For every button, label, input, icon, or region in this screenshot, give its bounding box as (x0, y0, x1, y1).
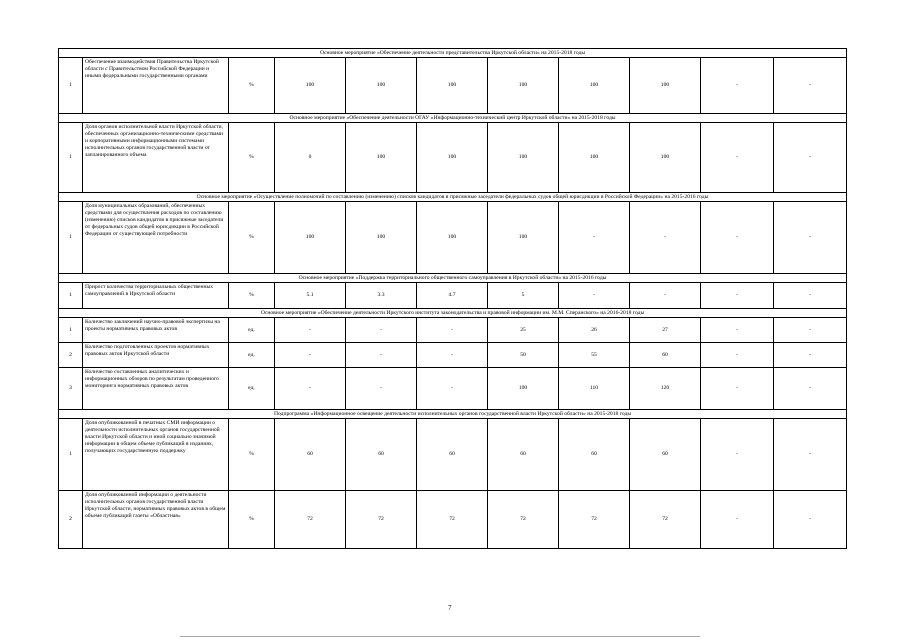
table-row (59, 368, 847, 410)
section-header-row (59, 410, 847, 419)
indicator-name-cell: Обеспечение взаимодействия Правительства Иркутской области с Правительством Российской Федерации и иными федеральными государственными органами (83, 58, 229, 114)
scan-edge-line (180, 636, 700, 637)
row-number-cell: 2 (59, 491, 83, 549)
value-cell: 4.7 (417, 283, 488, 309)
value-cell: 72 (346, 491, 417, 549)
value-cell: - (774, 318, 847, 343)
value-cell: - (774, 491, 847, 549)
unit-cell: % (229, 491, 275, 549)
value-cell: 5 (488, 283, 559, 309)
value-cell: - (774, 343, 847, 368)
value-cell: - (774, 368, 847, 410)
value-cell: - (774, 283, 847, 309)
value-cell: 5.1 (275, 283, 346, 309)
value-cell: - (275, 318, 346, 343)
value-cell: 100 (417, 123, 488, 193)
table-row (59, 123, 847, 193)
value-cell: - (701, 123, 774, 193)
value-cell: - (774, 419, 847, 491)
value-cell: 50 (488, 343, 559, 368)
section-title: Подпрограмма «Информационное освещение деятельности исполнительных органов государственной власти Иркутской области» на 2015-2018 годы (59, 410, 847, 419)
value-cell: 120 (630, 368, 701, 410)
indicator-name-cell: Количество заключений научно-правовой экспертизы на проекты нормативных правовых актов (83, 318, 229, 343)
value-cell: - (630, 202, 701, 274)
section-title: Основное мероприятие «Обеспечение деятельности Иркутского института законодательства и правовой информации им. М.М. Сперанского» на 2016-2018 годы (59, 309, 847, 318)
section-header-row (59, 49, 847, 58)
value-cell: - (346, 343, 417, 368)
value-cell: - (417, 318, 488, 343)
value-cell: 72 (630, 491, 701, 549)
value-cell: 110 (559, 368, 630, 410)
row-number-cell: 1 (59, 283, 83, 309)
section-header-row (59, 274, 847, 283)
value-cell: 100 (559, 58, 630, 114)
value-cell: 60 (630, 419, 701, 491)
section-header-row (59, 114, 847, 123)
unit-cell: ед. (229, 318, 275, 343)
value-cell: 100 (630, 58, 701, 114)
value-cell: - (417, 343, 488, 368)
value-cell: 25 (488, 318, 559, 343)
value-cell: - (275, 368, 346, 410)
value-cell: - (701, 368, 774, 410)
section-header-row (59, 193, 847, 202)
value-cell: 3.3 (346, 283, 417, 309)
indicator-name-cell: Доля опубликованной информации о деятельности исполнительных органов государственной власти Иркутской области, нормативных правовых актов в общем объеме публикаций газеты «Областная» (83, 491, 229, 549)
table-row (59, 491, 847, 549)
value-cell: 72 (559, 491, 630, 549)
value-cell: 100 (417, 202, 488, 274)
row-number-cell: 1 (59, 419, 83, 491)
table-row (59, 419, 847, 491)
value-cell: 100 (488, 58, 559, 114)
unit-cell: % (229, 123, 275, 193)
value-cell: - (346, 318, 417, 343)
indicator-name-cell: Количество составленных аналитических и информационных обзоров по результатам проведенного мониторинга нормативных правовых актов (83, 368, 229, 410)
table-row (59, 318, 847, 343)
value-cell: - (701, 283, 774, 309)
value-cell: - (701, 491, 774, 549)
table-row (59, 283, 847, 309)
table-row (59, 343, 847, 368)
value-cell: 72 (275, 491, 346, 549)
value-cell: 60 (488, 419, 559, 491)
section-title: Основное мероприятие «Обеспечение деятельности представительства Иркутской области» на 2015-2018 годы (59, 49, 847, 58)
row-number-cell: 2 (59, 343, 83, 368)
indicator-name-cell: Прирост количества территориальных общественных самоуправлений в Иркутской области (83, 283, 229, 309)
indicator-name-cell: Доля муниципальных образований, обеспеченных средствами для осуществления расходов по составлению (изменению) списков кандидатов в присяжные заседатели от федеральных судов общей юрисдикции в Российской Федерации от существующей потребности (83, 202, 229, 274)
unit-cell: ед. (229, 343, 275, 368)
value-cell: 60 (630, 343, 701, 368)
value-cell: 60 (417, 419, 488, 491)
value-cell: - (417, 368, 488, 410)
indicators-table (58, 48, 847, 549)
section-header-row (59, 309, 847, 318)
value-cell: - (346, 368, 417, 410)
value-cell: - (701, 343, 774, 368)
value-cell: 60 (346, 419, 417, 491)
value-cell: 100 (630, 123, 701, 193)
value-cell: 60 (559, 419, 630, 491)
document-page (58, 48, 846, 549)
value-cell: 72 (417, 491, 488, 549)
value-cell: 0 (275, 123, 346, 193)
value-cell: 100 (346, 123, 417, 193)
row-number-cell: 3 (59, 368, 83, 410)
unit-cell: ед. (229, 368, 275, 410)
row-number-cell: 1 (59, 123, 83, 193)
unit-cell: % (229, 202, 275, 274)
value-cell: 100 (417, 58, 488, 114)
value-cell: 55 (559, 343, 630, 368)
section-title: Основное мероприятие «Обеспечение деятельности ОГАУ «Информационно-технический центр Иркутской области» на 2015-2018 годы (59, 114, 847, 123)
value-cell: - (701, 202, 774, 274)
value-cell: - (701, 58, 774, 114)
value-cell: 72 (488, 491, 559, 549)
value-cell: 27 (630, 318, 701, 343)
value-cell: - (774, 123, 847, 193)
value-cell: - (774, 58, 847, 114)
value-cell: 100 (346, 58, 417, 114)
indicator-name-cell: Доля опубликованной в печатных СМИ информации о деятельности исполнительных органов государственной власти Иркутской области и иной социально значимой информации в общем объеме публикаций в изданиях, получающих государственную поддержку (83, 419, 229, 491)
row-number-cell: 1 (59, 202, 83, 274)
table-row (59, 202, 847, 274)
section-title: Основное мероприятие «Поддержка территориального общественного самоуправления в Иркутской области» на 2015-2016 годы (59, 274, 847, 283)
value-cell: 60 (275, 419, 346, 491)
value-cell: - (701, 419, 774, 491)
value-cell: 100 (346, 202, 417, 274)
value-cell: 100 (275, 58, 346, 114)
table-row (59, 58, 847, 114)
unit-cell: % (229, 419, 275, 491)
unit-cell: % (229, 58, 275, 114)
value-cell: - (701, 318, 774, 343)
indicator-name-cell: Доля органов исполнительной власти Иркутской области, обеспеченных организационно-техническими средствами и корпоративными информационными системами исполнительных органов государственной власти от запланированного объема (83, 123, 229, 193)
unit-cell: % (229, 283, 275, 309)
value-cell: 100 (275, 202, 346, 274)
row-number-cell: 1 (59, 58, 83, 114)
value-cell: - (559, 283, 630, 309)
value-cell: 100 (488, 123, 559, 193)
row-number-cell: 1 (59, 318, 83, 343)
value-cell: 100 (488, 202, 559, 274)
value-cell: - (774, 202, 847, 274)
indicator-name-cell: Количество подготовленных проектов нормативных правовых актов Иркутской области (83, 343, 229, 368)
page-number: 7 (448, 604, 452, 612)
value-cell: 26 (559, 318, 630, 343)
value-cell: 100 (488, 368, 559, 410)
value-cell: - (559, 202, 630, 274)
section-title: Основное мероприятие «Осуществление полномочий по составлению (изменению) списков кандидатов в присяжные заседатели федеральных судов общей юрисдикции в Российской Федерации» на 2015-2016 годы (59, 193, 847, 202)
value-cell: 100 (559, 123, 630, 193)
value-cell: - (275, 343, 346, 368)
value-cell: - (630, 283, 701, 309)
